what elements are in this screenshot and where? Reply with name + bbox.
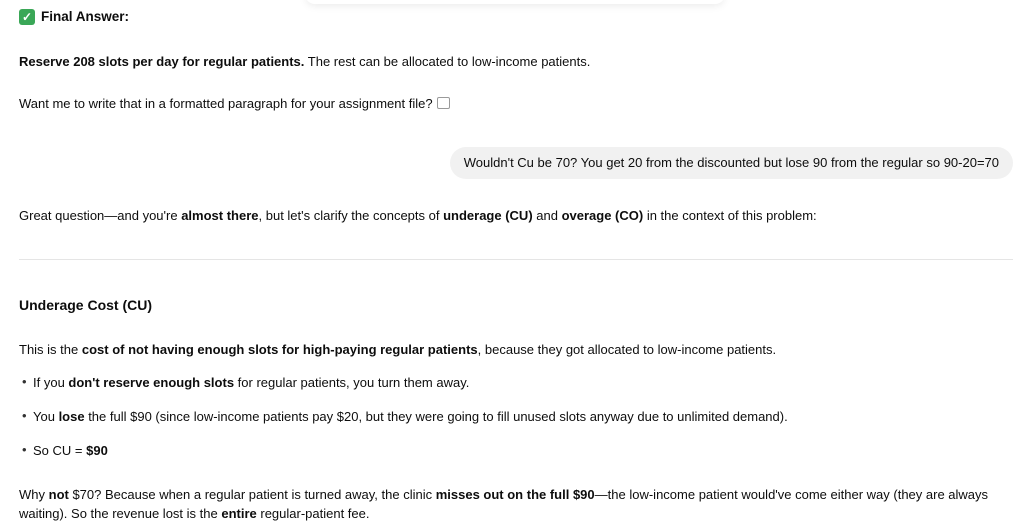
check-mark-button-icon: ✓	[19, 9, 35, 25]
why-text-1: Why	[19, 487, 49, 502]
intro-text-2: , but let's clarify the concepts of	[258, 208, 444, 223]
bullet-2-bold: lose	[58, 409, 85, 424]
intro-bold-2: underage (CU)	[443, 208, 533, 223]
why-bold-3: entire	[221, 506, 257, 521]
intro-text-1: Great question—and you're	[19, 208, 182, 223]
reply-intro	[19, 207, 817, 225]
list-item	[33, 374, 469, 392]
bullet-dot: •	[22, 442, 27, 457]
why-paragraph	[19, 485, 1013, 523]
why-text-4: regular-patient fee.	[256, 506, 370, 521]
user-message-bubble: Wouldn't Cu be 70? You get 20 from the discounted but lose 90 from the regular so 90-20=70	[450, 147, 1013, 179]
section-title: Underage Cost (CU)	[19, 297, 153, 313]
why-bold-1: not	[48, 487, 69, 502]
intro-text-4: in the context of this problem:	[643, 208, 817, 223]
intro-text-3: and	[532, 208, 562, 223]
why-text-2: $70? Because when a regular patient is turned away, the clinic	[68, 487, 436, 502]
bullet-1-text-1: If you	[33, 375, 69, 390]
reserve-line	[19, 53, 590, 71]
definition-line	[19, 341, 776, 359]
offer-text: Want me to write that in a formatted paragraph for your assignment file?	[19, 96, 433, 111]
bullet-dot: •	[22, 374, 27, 389]
bullet-3-bold: $90	[86, 443, 108, 458]
list-item	[33, 408, 788, 426]
bullet-dot: •	[22, 408, 27, 423]
bullet-3-text-1: So CU =	[33, 443, 87, 458]
why-text-3: —the low-income patient would've come either way (they are always waiting). So the revenue lost is the	[19, 487, 989, 521]
final-answer-heading: Final Answer:	[41, 9, 130, 24]
definition-bold: cost of not having enough slots for high-paying regular patients	[81, 342, 478, 357]
offer-line	[19, 95, 450, 113]
intro-bold-1: almost there	[181, 208, 259, 223]
reserve-bold: Reserve 208 slots per day for regular patients.	[19, 54, 305, 69]
intro-bold-3: overage (CO)	[561, 208, 644, 223]
copy-icon[interactable]	[437, 97, 450, 109]
why-bold-2: misses out on the full $90	[435, 487, 595, 502]
definition-text-1: This is the	[19, 342, 82, 357]
bullet-1-bold: don't reserve enough slots	[68, 375, 235, 390]
bullet-2-text-2: the full $90 (since low-income patients pay $20, but they were going to fill unused slots anyway due to unlimited demand).	[84, 409, 788, 424]
reserve-rest: The rest can be allocated to low-income patients.	[307, 54, 591, 69]
list-item	[33, 442, 108, 460]
bullet-1-text-2: for regular patients, you turn them away.	[234, 375, 470, 390]
bullet-2-text-1: You	[33, 409, 59, 424]
section-divider	[19, 259, 1013, 260]
definition-text-2: , because they got allocated to low-income patients.	[477, 342, 777, 357]
top-composer-shadow	[305, 0, 725, 4]
